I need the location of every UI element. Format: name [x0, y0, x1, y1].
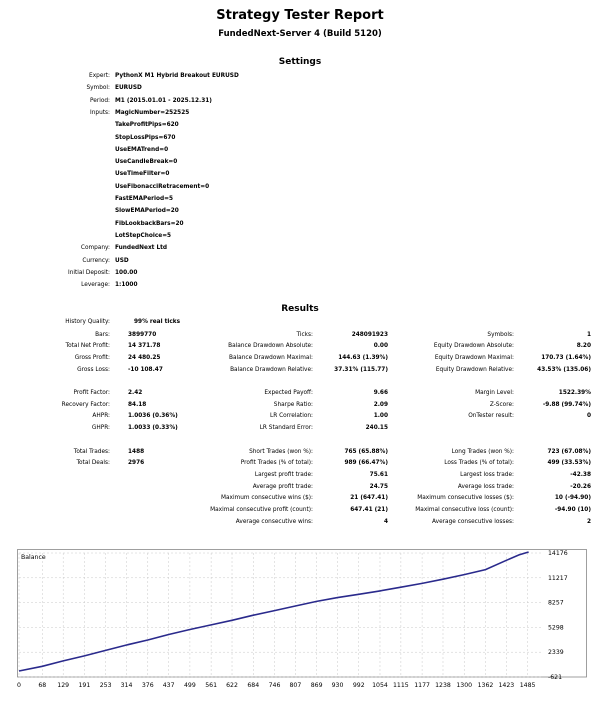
- result-value: -42.38: [570, 471, 591, 478]
- result-label: Sharpe Ratio:: [273, 401, 313, 408]
- result-value: 3899770: [128, 331, 157, 338]
- result-label: Total Trades:: [73, 448, 110, 455]
- result-label: Average consecutive losses:: [432, 518, 514, 525]
- result-value: 10 (-94.90): [554, 495, 591, 502]
- result-label: LR Correlation:: [269, 413, 313, 420]
- result-label: Margin Level:: [475, 390, 514, 396]
- result-label: Average consecutive wins:: [235, 518, 313, 525]
- x-tick-label: 807: [289, 682, 302, 689]
- result-value: 2976: [128, 460, 145, 467]
- settings-label: Initial Deposit:: [68, 269, 110, 276]
- result-label: Equity Drawdown Maximal:: [434, 354, 514, 361]
- x-tick-label: 1177: [414, 682, 430, 689]
- report-title: Strategy Tester Report: [216, 8, 384, 23]
- result-value: 0.00: [373, 343, 388, 350]
- settings-value: USD: [115, 257, 129, 264]
- settings-value: PythonX M1 Hybrid Breakout EURUSD: [115, 73, 239, 79]
- result-value: 24 480.25: [128, 354, 161, 361]
- x-tick-label: 253: [99, 682, 112, 689]
- result-value: 75.61: [369, 471, 388, 478]
- x-tick-label: 1362: [477, 682, 494, 689]
- x-tick-label: 1423: [498, 682, 515, 689]
- settings-value: StopLossPips=670: [115, 134, 176, 141]
- settings-value: UseCandleBreak=0: [115, 159, 178, 166]
- x-tick-label: 746: [268, 682, 281, 689]
- result-value: 989 (66.47%): [344, 460, 388, 467]
- result-value: 2.09: [373, 401, 388, 408]
- result-value: -94.90 (10): [554, 507, 591, 513]
- result-label: LR Standard Error:: [259, 425, 313, 432]
- result-label: Maximal consecutive profit (count):: [210, 507, 313, 513]
- settings-label: Company:: [80, 245, 110, 252]
- x-tick-label: 0: [17, 682, 21, 689]
- settings-value: FastEMAPeriod=5: [115, 196, 174, 202]
- result-value: 1.0036 (0.36%): [128, 413, 178, 420]
- x-tick-label: 1238: [435, 682, 451, 689]
- result-label: Ticks:: [296, 331, 313, 338]
- result-label: Gross Profit:: [74, 354, 110, 361]
- settings-value: UseTimeFilter=0: [115, 171, 170, 178]
- x-tick-label: 1485: [519, 682, 536, 689]
- y-tick-label: 8257: [548, 599, 564, 607]
- result-label: AHPR:: [92, 413, 110, 420]
- result-value: 723 (67.08%): [547, 448, 591, 455]
- settings-value: FibLookbackBars=20: [115, 220, 184, 227]
- settings-label: Leverage:: [81, 282, 110, 289]
- result-value: 24.75: [369, 483, 388, 490]
- result-label: Profit Factor:: [73, 390, 110, 396]
- x-tick-label: 68: [38, 682, 47, 689]
- result-label: Z-Score:: [489, 401, 514, 408]
- result-label: Total Net Profit:: [65, 343, 110, 350]
- result-value: 14 371.78: [128, 343, 161, 350]
- settings-heading: Settings: [278, 57, 322, 67]
- result-value: 1488: [128, 448, 145, 455]
- result-label: Profit Trades (% of total):: [240, 460, 313, 467]
- settings-value: UseEMATrend=0: [115, 146, 169, 153]
- settings-value: FundedNext Ltd: [115, 245, 168, 252]
- x-tick-label: 869: [310, 682, 323, 689]
- settings-value: LotStepChoice=5: [115, 232, 172, 239]
- x-tick-label: 622: [226, 682, 238, 689]
- result-label: Expected Payoff:: [264, 390, 313, 396]
- result-label: OnTester result:: [468, 413, 514, 420]
- balance-chart-svg: [17, 549, 587, 689]
- result-label: Maximal consecutive loss (count):: [415, 507, 514, 513]
- history-quality-label: History Quality:: [65, 319, 110, 325]
- balance-chart: [17, 549, 587, 689]
- settings-value: SlowEMAPeriod=20: [115, 208, 179, 215]
- result-value: -9.88 (99.74%): [542, 401, 591, 408]
- result-value: 765 (65.88%): [344, 448, 388, 455]
- result-label: Gross Loss:: [77, 366, 110, 373]
- result-value: 1: [586, 331, 591, 338]
- y-tick-label: 2339: [548, 649, 564, 657]
- settings-label: Period:: [89, 97, 110, 104]
- x-tick-label: 499: [183, 682, 196, 689]
- result-label: GHPR:: [91, 425, 110, 432]
- result-label: Equity Drawdown Absolute:: [433, 343, 514, 350]
- result-value: 499 (33.53%): [547, 460, 591, 467]
- chart-title: Balance: [21, 554, 46, 561]
- result-label: Loss Trades (% of total):: [444, 460, 514, 467]
- settings-value: MagicNumber=252525: [115, 109, 190, 116]
- settings-value: UseFibonacciRetracement=0: [115, 183, 210, 190]
- x-tick-label: 1115: [392, 682, 409, 689]
- y-tick-label: -621: [548, 674, 563, 681]
- result-value: 248091923: [351, 331, 388, 338]
- result-label: Total Deals:: [76, 460, 110, 467]
- result-value: 37.31% (115.77): [334, 366, 388, 373]
- result-value: 21 (647.41): [350, 495, 388, 502]
- result-label: Largest loss trade:: [460, 471, 514, 478]
- x-tick-label: 437: [162, 682, 175, 689]
- settings-label: Currency:: [82, 257, 110, 264]
- settings-value: M1 (2015.01.01 - 2025.12.31): [115, 97, 212, 104]
- settings-label: Symbol:: [86, 85, 110, 92]
- history-quality-value: 99% real ticks: [134, 319, 181, 325]
- result-label: Maximum consecutive losses ($):: [417, 495, 514, 502]
- x-tick-label: 129: [57, 682, 70, 689]
- x-tick-label: 561: [205, 682, 218, 689]
- result-label: Balance Drawdown Absolute:: [228, 343, 313, 350]
- result-label: Symbols:: [487, 331, 514, 338]
- result-value: 170.73 (1.64%): [541, 354, 591, 361]
- result-value: -10 108.47: [128, 366, 163, 373]
- y-tick-label: 5298: [548, 624, 564, 632]
- result-value: 9.66: [373, 390, 388, 396]
- result-value: 1.0033 (0.33%): [128, 425, 178, 432]
- x-tick-label: 376: [141, 682, 154, 689]
- result-label: Balance Drawdown Maximal:: [229, 354, 313, 361]
- y-tick-label: 11217: [548, 574, 568, 582]
- x-tick-label: 684: [247, 682, 260, 689]
- result-value: 84.18: [128, 401, 147, 408]
- chart-frame: [18, 550, 587, 678]
- settings-label: Inputs:: [90, 109, 110, 116]
- result-value: 0: [586, 413, 591, 420]
- result-value: 1.00: [373, 413, 388, 420]
- result-label: Equity Drawdown Relative:: [435, 366, 514, 373]
- settings-label: Expert:: [89, 73, 110, 79]
- x-tick-label: 992: [352, 682, 365, 689]
- result-value: 8.20: [576, 343, 591, 350]
- result-label: Balance Drawdown Relative:: [230, 366, 313, 373]
- result-value: -20.26: [570, 483, 591, 490]
- result-label: Average profit trade:: [252, 483, 313, 490]
- result-value: 647.41 (21): [350, 507, 388, 513]
- results-heading: Results: [281, 304, 319, 314]
- result-label: Largest profit trade:: [254, 471, 313, 478]
- result-label: Average loss trade:: [457, 483, 514, 490]
- settings-value: 100.00: [115, 269, 138, 276]
- settings-value: TakeProfitPips=620: [115, 122, 179, 129]
- x-tick-label: 1300: [456, 682, 473, 689]
- result-label: Recovery Factor:: [61, 401, 110, 408]
- x-tick-label: 314: [120, 682, 133, 689]
- result-label: Maximum consecutive wins ($):: [220, 495, 313, 502]
- result-value: 43.53% (135.06): [537, 366, 591, 373]
- result-label: Short Trades (won %):: [249, 448, 313, 455]
- x-tick-label: 930: [331, 682, 344, 689]
- result-value: 2.42: [128, 390, 143, 396]
- result-value: 2: [586, 518, 591, 525]
- x-tick-label: 191: [78, 682, 91, 689]
- settings-value: 1:1000: [115, 282, 138, 289]
- result-value: 4: [383, 518, 388, 525]
- x-tick-label: 1054: [372, 682, 388, 689]
- settings-value: EURUSD: [115, 85, 142, 92]
- result-label: Long Trades (won %):: [451, 448, 514, 455]
- result-label: Bars:: [95, 331, 110, 338]
- result-value: 1522.39%: [558, 390, 591, 396]
- result-value: 240.15: [365, 425, 388, 432]
- report-subtitle: FundedNext-Server 4 (Build 5120): [218, 29, 382, 39]
- result-value: 144.63 (1.39%): [338, 354, 388, 361]
- y-tick-label: 14176: [548, 550, 568, 557]
